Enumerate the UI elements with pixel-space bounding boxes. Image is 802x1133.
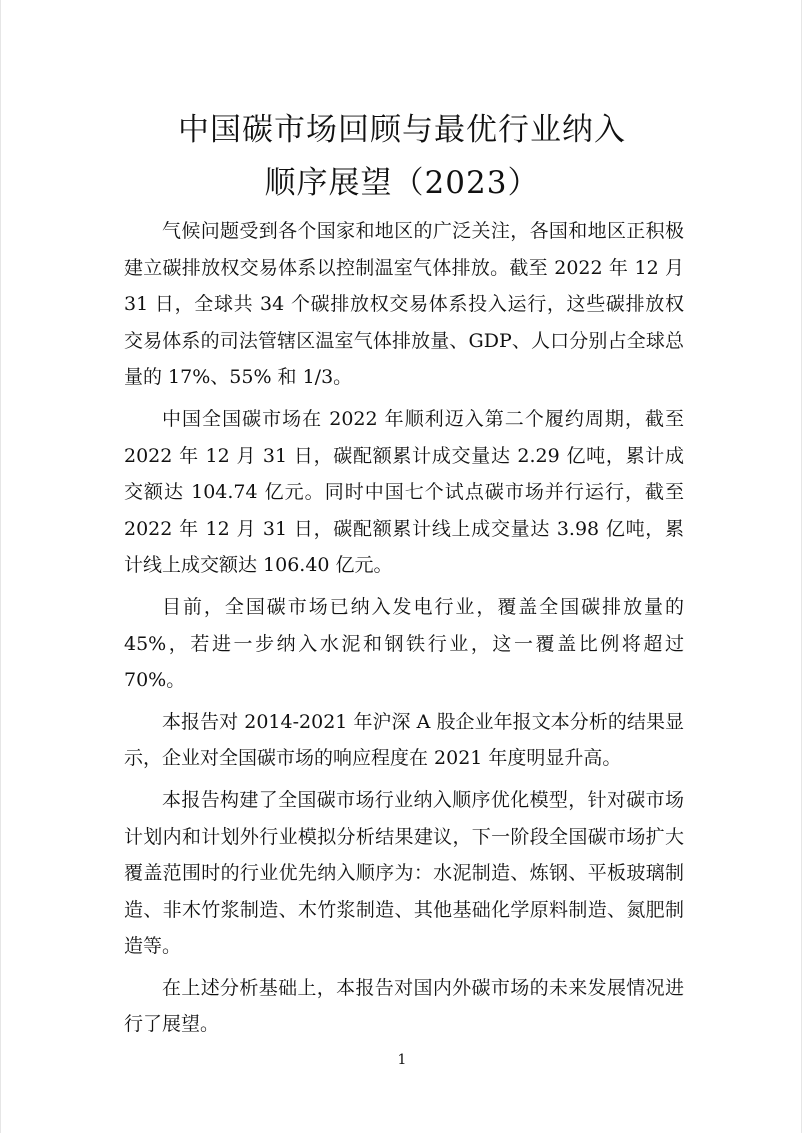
paragraph-6: 在上述分析基础上，本报告对国内外碳市场的未来发展情况进行了展望。 — [124, 976, 684, 1036]
page-number: 1 — [397, 1052, 407, 1068]
document-title-line-2: 顺序展望（2023） — [264, 165, 540, 201]
paragraph-4: 本报告对 2014-2021 年沪深 A 股企业年报文本分析的结果显示，企业对全国碳市场的响应程度在 2021 年度明显升高。 — [124, 710, 684, 770]
document-body — [124, 213, 684, 1048]
paragraph-3: 目前，全国碳市场已纳入发电行业，覆盖全国碳排放量的 45%，若进一步纳入水泥和钢铁行业，这一覆盖比例将超过 70%。 — [124, 595, 684, 692]
paragraph-5: 本报告构建了全国碳市场行业纳入顺序优化模型，针对碳市场计划内和计划外行业模拟分析结果建议，下一阶段全国碳市场扩大覆盖范围时的行业优先纳入顺序为：水泥制造、炼钢、平板玻璃制造、非木竹浆制造、木竹浆制造、其他基础化学原料制造、氮肥制造等。 — [124, 788, 684, 958]
document-title-line-1: 中国碳市场回顾与最优行业纳入 — [178, 112, 626, 148]
paragraph-1: 气候问题受到各个国家和地区的广泛关注，各国和地区正积极建立碳排放权交易体系以控制温室气体排放。截至 2022 年 12 月 31 日，全球共 34 个碳排放权交易体系投入运行，这些碳排放权交易体系的司法管辖区温室气体排放量、GDP、人口分别占全球总量的 17%、55% 和 1/3。 — [124, 220, 684, 389]
paragraph-2: 中国全国碳市场在 2022 年顺利迈入第二个履约周期，截至 2022 年 12 月 31 日，碳配额累计成交量达 2.29 亿吨，累计成交额达 104.74 亿元。同时中国七个试点碳市场并行运行，截至 2022 年 12 月 31 日，碳配额累计线上成交量达 3.98 亿吨，累计线上成交额达 106.40 亿元。 — [124, 407, 684, 577]
